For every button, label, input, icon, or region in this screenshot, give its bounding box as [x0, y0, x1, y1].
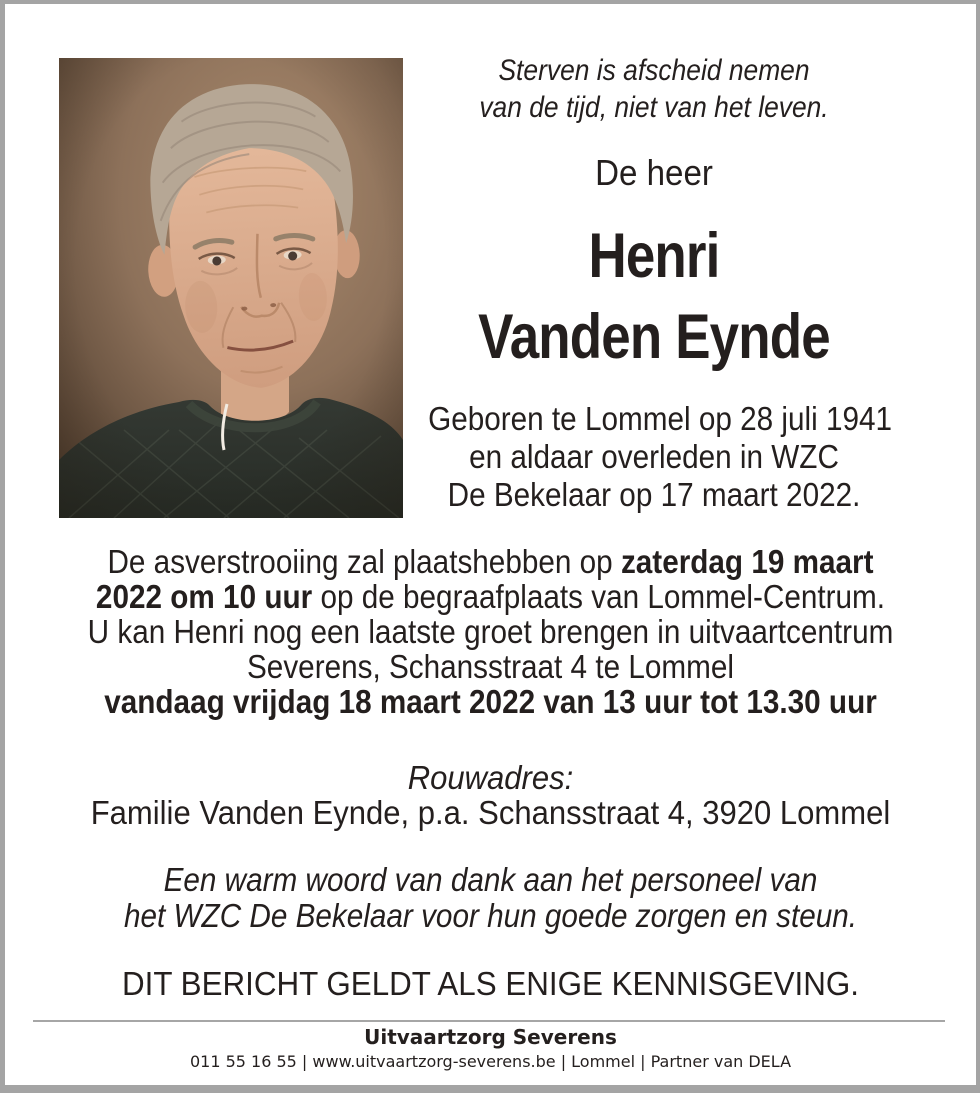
- ceremony-details: [5, 544, 976, 719]
- first-name: Henri: [588, 221, 720, 291]
- thanks-note: [5, 862, 976, 934]
- funeral-home-name: Uitvaartzorg Severens: [364, 1025, 617, 1049]
- salutation: [403, 152, 905, 194]
- footer-divider: [33, 1020, 945, 1022]
- sole-notification-notice: [5, 966, 976, 1002]
- notice-text: DIT BERICHT GELDT ALS ENIGE KENNISGEVING.: [122, 965, 859, 1002]
- funeral-home-footer: [5, 1025, 976, 1073]
- ceremony-line-4: Severens, Schansstraat 4 te Lommel: [246, 648, 734, 685]
- thanks-line-1: Een warm woord van dank aan het personeel van: [163, 861, 818, 898]
- quote-line-2: van de tijd, niet van het leven.: [479, 91, 829, 124]
- quote-line-1: Sterven is afscheid nemen: [498, 54, 810, 87]
- obituary-card: [5, 4, 976, 1085]
- thanks-line-2: het WZC De Bekelaar voor hun goede zorgen en steun.: [123, 897, 858, 934]
- ceremony-line-1: [54, 544, 928, 579]
- last-name: Vanden Eynde: [478, 302, 830, 372]
- deceased-name: [403, 216, 905, 378]
- salutation-text: De heer: [595, 152, 713, 193]
- ceremony-line-1-normal: De asverstrooiing zal plaatshebben op: [107, 543, 621, 580]
- ceremony-line-1-bold: zaterdag 19 maart: [620, 543, 874, 580]
- memorial-quote: [403, 52, 905, 126]
- ceremony-line-2: [54, 579, 928, 614]
- ceremony-line-2-normal: op de begraafplaats van Lommel-Centrum.: [312, 578, 886, 615]
- ceremony-line-2-bold: 2022 om 10 uur: [95, 578, 313, 615]
- portrait-photo: [59, 58, 403, 518]
- life-line-2: en aldaar overleden in WZC: [469, 438, 839, 475]
- life-line-1: Geboren te Lommel op 28 juli 1941: [428, 400, 893, 437]
- birth-death-details: [403, 400, 905, 514]
- life-line-3: De Bekelaar op 17 maart 2022.: [447, 476, 861, 513]
- funeral-home-contact: 011 55 16 55 | www.uitvaartzorg-severens.be | Lommel | Partner van DELA: [189, 1052, 792, 1071]
- mourning-address: [5, 759, 976, 831]
- mourning-address-label: Rouwadres:: [407, 759, 574, 796]
- mourning-address-value: Familie Vanden Eynde, p.a. Schansstraat 4, 3920 Lommel: [90, 794, 891, 831]
- portrait-illustration: [59, 58, 403, 518]
- photo-vignette: [59, 58, 403, 518]
- ceremony-line-3: U kan Henri nog een laatste groet brengen in uitvaartcentrum: [87, 613, 894, 650]
- ceremony-line-5: vandaag vrijdag 18 maart 2022 van 13 uur tot 13.30 uur: [104, 683, 877, 720]
